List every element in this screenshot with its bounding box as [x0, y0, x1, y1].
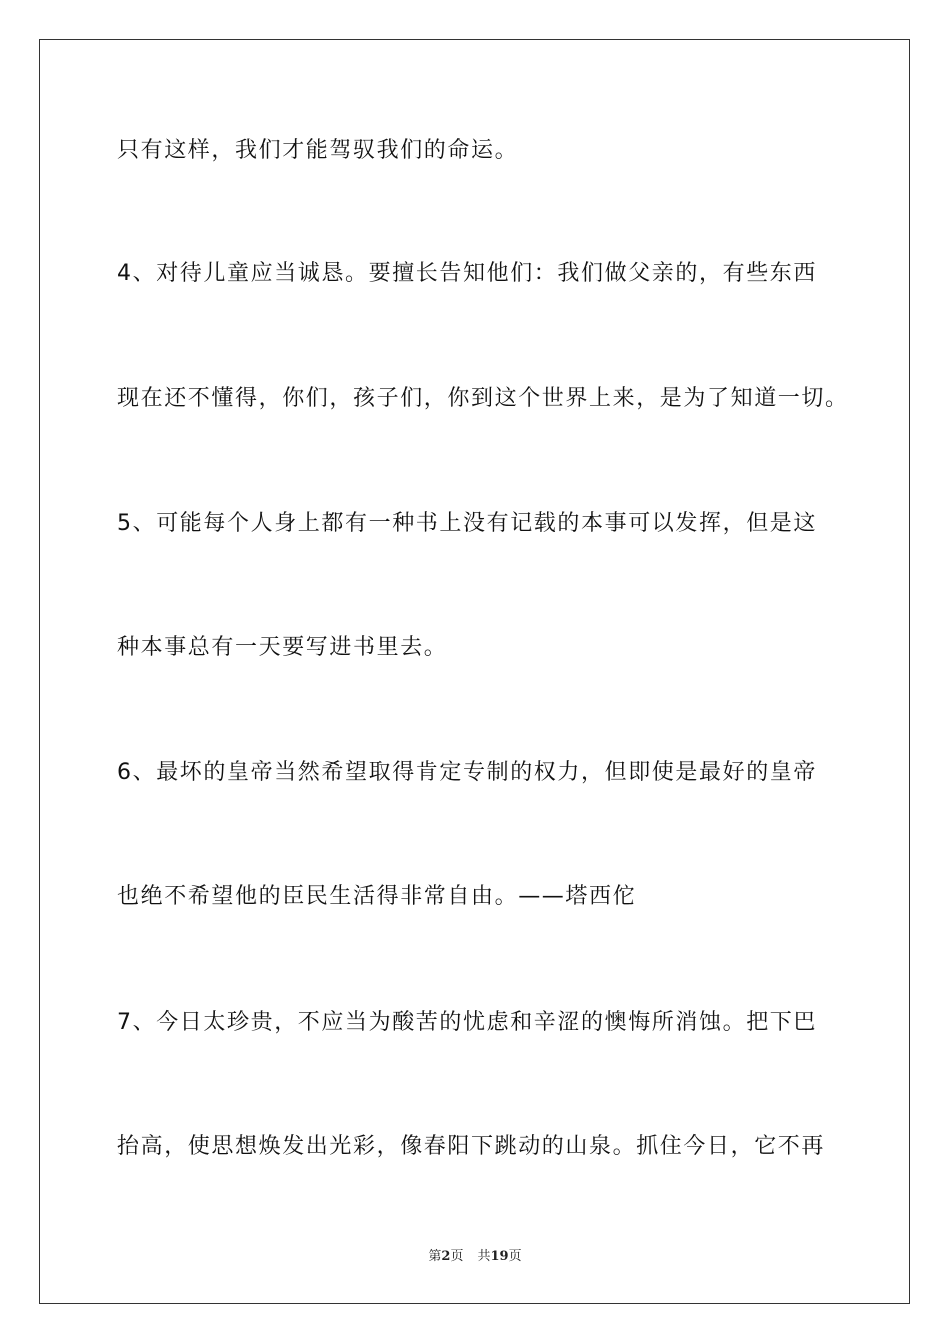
text-line-5: 种本事总有一天要写进书里去。 [117, 635, 448, 660]
text-line-1: 只有这样，我们才能驾驭我们的命运。 [117, 138, 519, 163]
current-page-number: 2 [441, 1249, 451, 1264]
text-line-7: 也绝不希望他的臣民生活得非常自由。——塔西佗 [117, 884, 637, 909]
page-border [39, 39, 910, 1304]
page-suffix: 页 [450, 1249, 464, 1264]
text-line-9: 抬高，使思想焕发出光彩，像春阳下跳动的山泉。抓住今日，它不再 [117, 1134, 826, 1159]
text-line-3: 现在还不懂得，你们，孩子们，你到这个世界上来，是为了知道一切。 [117, 386, 849, 411]
page-prefix: 第 [428, 1249, 442, 1264]
total-prefix: 共 [477, 1249, 491, 1264]
text-line-4: 5、可能每个人身上都有一种书上没有记载的本事可以发挥，但是这 [117, 511, 817, 536]
text-line-6: 6、最坏的皇帝当然希望取得肯定专制的权力，但即使是最好的皇帝 [117, 760, 817, 785]
total-page-count: 19 [490, 1249, 509, 1264]
text-line-8: 7、今日太珍贵，不应当为酸苦的忧虑和辛涩的懊悔所消蚀。把下巴 [117, 1010, 817, 1035]
text-line-2: 4、对待儿童应当诚恳。要擅长告知他们：我们做父亲的，有些东西 [117, 261, 817, 286]
page-footer [0, 1248, 950, 1266]
total-suffix: 页 [508, 1249, 522, 1264]
